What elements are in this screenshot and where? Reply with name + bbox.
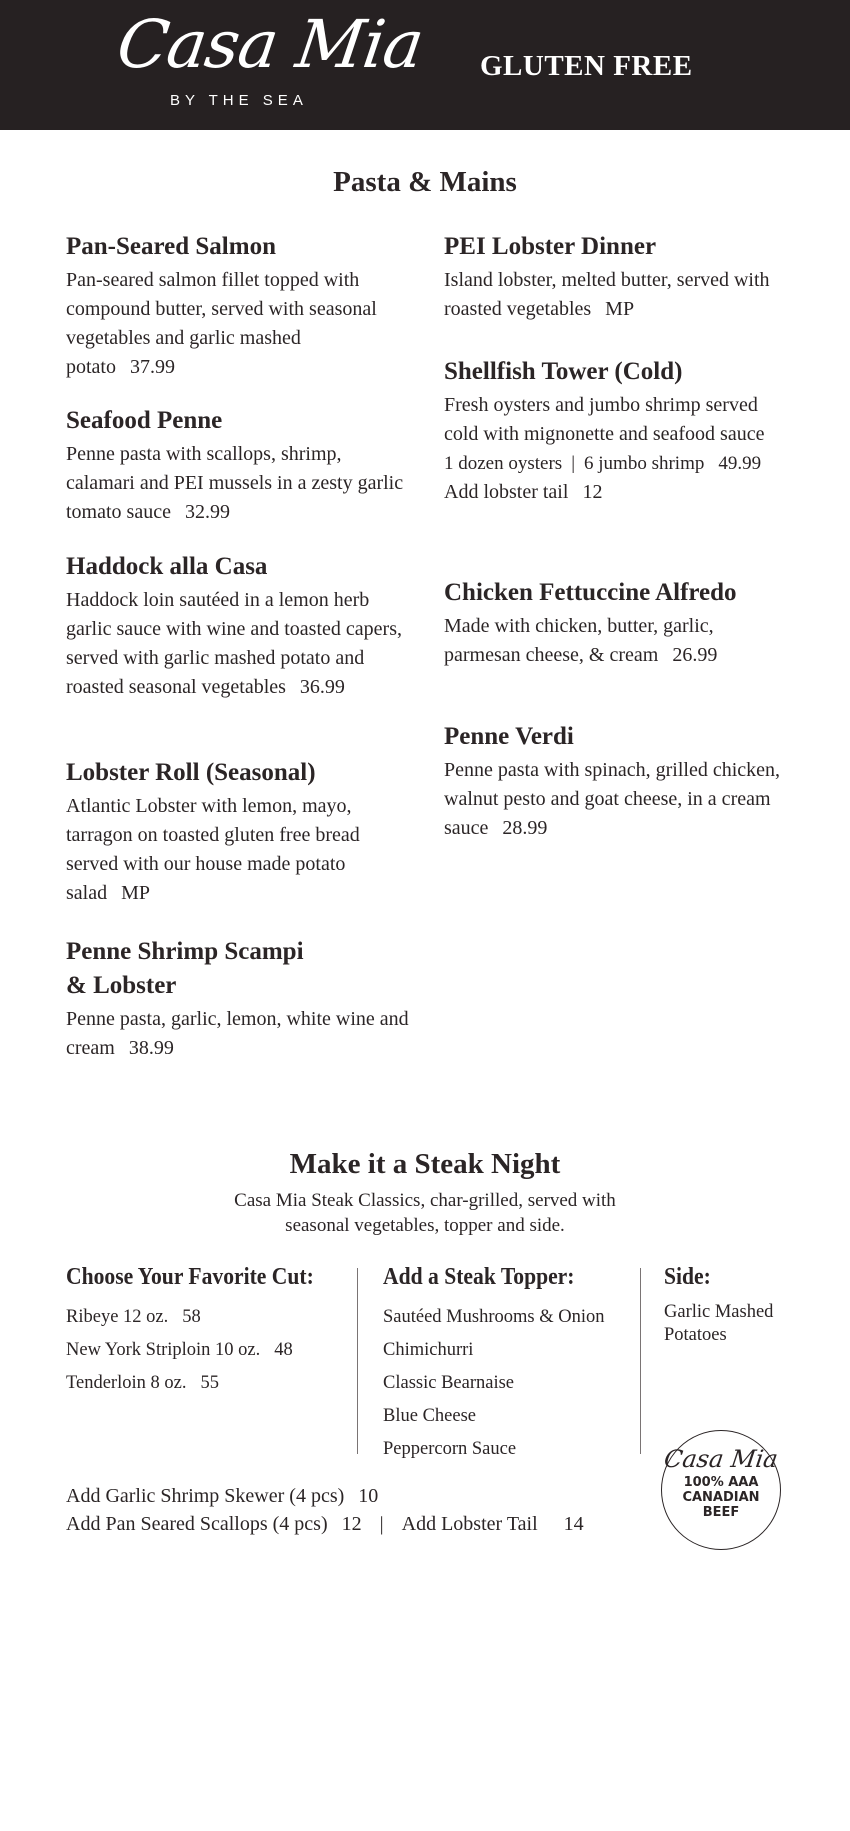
item-name: Penne Shrimp Scampi & Lobster [66,938,304,999]
badge-logo-script: Casa Mia [662,1445,780,1473]
topper-item: Chimichurri [383,1340,474,1360]
menu-header [0,0,850,130]
cut-item: Ribeye 12 oz. 58 [66,1307,201,1327]
menu-item-chicken-fettuccine-alfredo [444,576,784,670]
item-price: MP [605,298,635,320]
item-options: 1 dozen oysters | 6 jumbo shrimp 49.99 [444,453,762,474]
item-name: Seafood Penne [66,407,223,434]
menu-item-pei-lobster-dinner [444,230,784,324]
menu-item-seafood-penne [66,404,406,527]
addon-scallops-lobster: Add Pan Seared Scallops (4 pcs) 12 | Add Lobster Tail 14 [66,1513,584,1535]
item-name: PEI Lobster Dinner [444,233,657,260]
toppers-heading: Add a Steak Topper: [383,1264,575,1290]
cuts-heading: Choose Your Favorite Cut: [66,1264,314,1290]
item-name: Lobster Roll (Seasonal) [66,759,316,786]
item-price: MP [121,882,150,904]
steak-toppers-column [383,1264,604,1466]
item-description: Island lobster, melted butter, served with roasted vegetables MP [444,269,770,320]
topper-item: Blue Cheese [383,1406,476,1426]
item-price: 32.99 [184,501,230,523]
item-price: 36.99 [299,676,345,698]
item-description: Atlantic Lobster with lemon, mayo, tarragon on toasted gluten free bread served with our house made potato salad MP [66,795,360,904]
item-name: Penne Verdi [444,723,574,750]
steak-subtitle: Casa Mia Steak Classics, char-grilled, served with seasonal vegetables, topper and side. [234,1190,616,1236]
menu-item-lobster-roll [66,756,406,908]
topper-item: Sautéed Mushrooms & Onion [383,1307,605,1327]
gluten-free-label: GLUTEN FREE [480,50,693,82]
item-name: Shellfish Tower (Cold) [444,358,683,385]
item-addon: Add lobster tail 12 [444,481,603,503]
badge-text: 100% AAA CANADIAN BEEF [682,1475,760,1520]
addon-shrimp: Add Garlic Shrimp Skewer (4 pcs) 10 [66,1485,379,1507]
item-price: 37.99 [130,356,175,378]
item-price: 38.99 [128,1037,174,1059]
column-divider [640,1268,641,1454]
item-name: Chicken Fettuccine Alfredo [444,579,737,606]
item-price: 26.99 [672,644,718,666]
item-name: Pan-Seared Salmon [66,233,276,260]
column-divider [357,1268,358,1454]
logo-subtitle: BY THE SEA [170,92,308,109]
steak-addons [66,1482,584,1538]
side-heading: Side: [664,1264,711,1290]
menu-item-haddock-alla-casa [66,550,406,702]
cut-item: New York Striploin 10 oz. 48 [66,1340,293,1360]
item-description: Penne pasta with spinach, grilled chicken, walnut pesto and goat cheese, in a cream sauce 28.99 [444,759,781,839]
logo-script: Casa Mia [112,6,428,83]
canadian-beef-badge [661,1430,781,1550]
steak-cuts-column [66,1264,341,1400]
cut-item: Tenderloin 8 oz. 55 [66,1373,219,1393]
steak-section-title: Make it a Steak Night [289,1148,561,1180]
item-description: Penne pasta with scallops, shrimp, calamari and PEI mussels in a zesty garlic tomato sauce 32.99 [66,443,404,523]
item-description: Penne pasta, garlic, lemon, white wine and cream 38.99 [66,1008,409,1059]
item-price: 49.99 [718,453,762,474]
item-description: Made with chicken, butter, garlic, parmesan cheese, & cream 26.99 [444,615,718,666]
pasta-section-title: Pasta & Mains [333,166,517,198]
menu-item-shellfish-tower [444,355,814,507]
menu-item-penne-shrimp-scampi [66,935,421,1063]
cuts-list [66,1301,341,1400]
item-price: 28.99 [502,817,548,839]
menu-item-penne-verdi [444,720,784,843]
side-text: Garlic Mashed Potatoes [664,1302,774,1345]
item-name: Haddock alla Casa [66,553,268,580]
item-description: Pan-seared salmon fillet topped with compound butter, served with seasonal vegetables and garlic mashed potato 37.99 [66,269,377,378]
topper-item: Peppercorn Sauce [383,1439,517,1459]
toppers-list [383,1301,604,1466]
steak-side-column [664,1264,794,1347]
topper-item: Classic Bearnaise [383,1373,514,1393]
item-description: Fresh oysters and jumbo shrimp served cold with mignonette and seafood sauce [444,394,765,445]
menu-item-pan-seared-salmon [66,230,406,382]
item-description: Haddock loin sautéed in a lemon herb garlic sauce with wine and toasted capers, served with garlic mashed potato and roasted seasonal vegetables 36.99 [66,589,402,698]
